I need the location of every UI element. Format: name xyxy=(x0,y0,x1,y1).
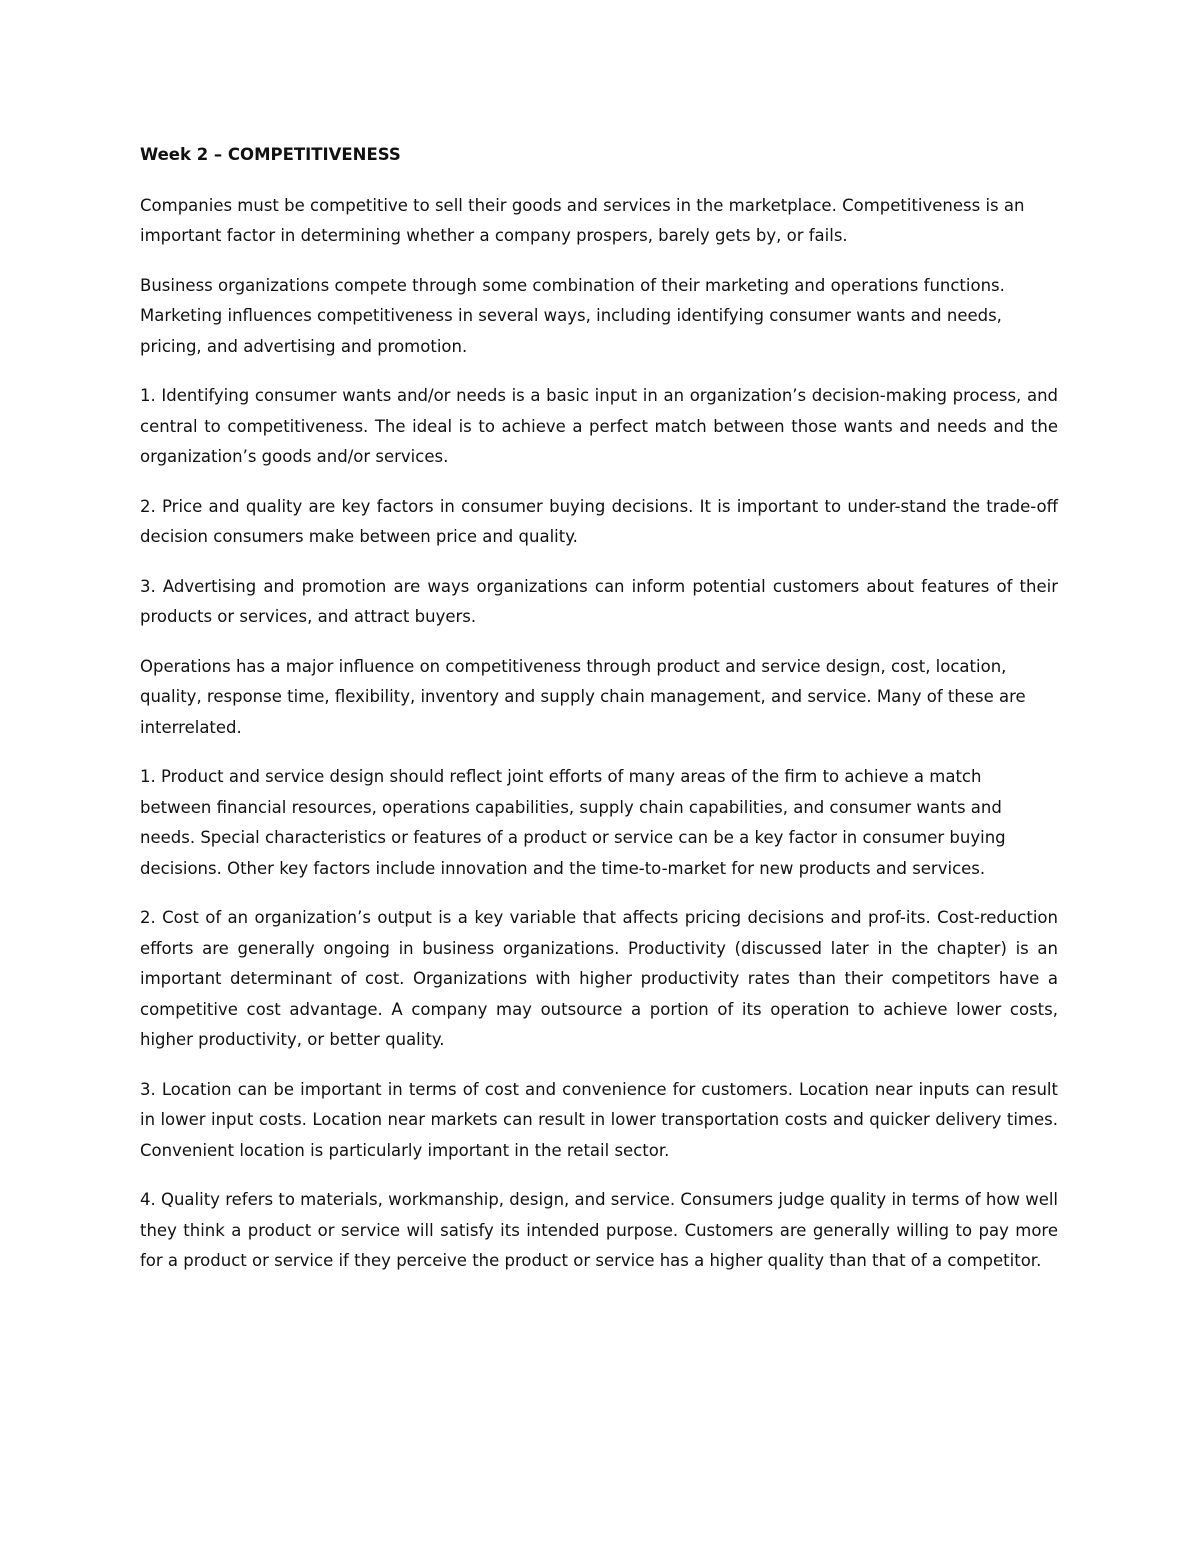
paragraph-operations-2: 2. Cost of an organization’s output is a key variable that affects pricing decisions and prof-its. Cost-reduction efforts are generally ongoing in business organizations. Productivity (discussed later in the chapter) is an important determinant of cost. Organizations with higher productivity rates than their competitors have a competitive cost advantage. A company may outsource a portion of its operation to achieve lower costs, higher productivity, or better quality. xyxy=(140,908,1058,1049)
paragraph-intro: Companies must be competitive to sell their goods and services in the marketplace. Competitiveness is an important factor in determining whether a company prospers, barely gets by, or fails. xyxy=(140,195,1025,245)
document-title: Week 2 – COMPETITIVENESS xyxy=(140,145,401,164)
paragraph-marketing-3: 3. Advertising and promotion are ways organizations can inform potential customers about features of their products or services, and attract buyers. xyxy=(140,576,1058,626)
paragraph-marketing-2: 2. Price and quality are key factors in consumer buying decisions. It is important to under-stand the trade-off decision consumers make between price and quality. xyxy=(140,496,1058,546)
paragraph-operations-4: 4. Quality refers to materials, workmanship, design, and service. Consumers judge quality in terms of how well they think a product or service will satisfy its intended purpose. Customers are generally willing to pay more for a product or service if they perceive the product or service has a higher quality than that of a competitor. xyxy=(140,1190,1059,1270)
document-body xyxy=(140,140,1058,1296)
paragraph-operations-3: 3. Location can be important in terms of cost and convenience for customers. Location near inputs can result in lower input costs. Location near markets can result in lower transportation costs and quicker delivery times. Convenient location is particularly important in the retail sector. xyxy=(140,1079,1058,1160)
paragraph-operations: Operations has a major influence on competitiveness through product and service design, cost, location, quality, response time, flexibility, inventory and supply chain management, and service. Many of these are interrelated. xyxy=(140,656,1026,737)
paragraph-operations-1: 1. Product and service design should reflect joint efforts of many areas of the firm to achieve a match between financial resources, operations capabilities, supply chain capabilities, and consumer wants and needs. Special characteristics or features of a product or service can be a key factor in consumer buying decisions. Other key factors include innovation and the time-to-market for new products and services. xyxy=(140,767,1006,878)
paragraph-marketing: Business organizations compete through some combination of their marketing and operations functions. Marketing influences competitiveness in several ways, including identifying consumer wants and needs, pricing, and advertising and promotion. xyxy=(140,275,1005,356)
paragraph-marketing-1: 1. Identifying consumer wants and/or needs is a basic input in an organization’s decision-making process, and central to competitiveness. The ideal is to achieve a perfect match between those wants and needs and the organization’s goods and/or services. xyxy=(140,386,1058,466)
